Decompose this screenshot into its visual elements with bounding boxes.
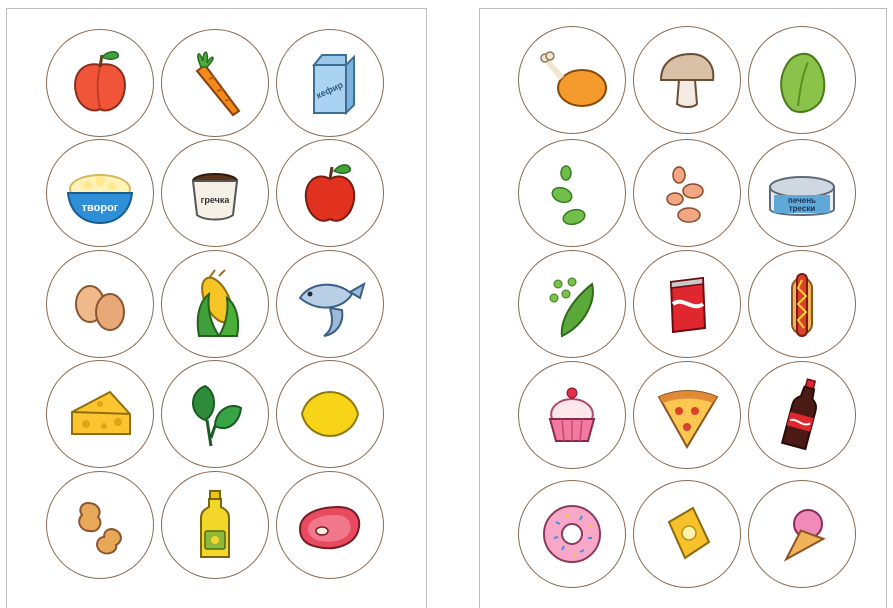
tvorog-bowl-icon [60,153,140,233]
chicken-leg-icon [532,40,612,120]
tvorog-label: творог [81,202,119,214]
apple-icon [290,153,370,233]
card-cupcake[interactable] [518,361,626,469]
card-fish[interactable] [276,250,384,358]
peach-icon [60,43,140,123]
chips-bag-icon [647,494,727,574]
kefir-label: кефир [314,79,345,101]
steak-icon [290,485,370,565]
pea-pod-icon [532,264,612,344]
card-peach[interactable] [46,29,154,137]
mushroom-icon [647,40,727,120]
pizza-slice-icon [647,375,727,455]
spinach-leaf-icon [175,374,255,454]
corn-icon [175,264,255,344]
card-spinach[interactable] [161,360,269,468]
card-tvorog[interactable] [46,139,154,247]
card-grechka[interactable] [161,139,269,247]
oil-bottle-icon [175,485,255,565]
card-corn[interactable] [161,250,269,358]
card-mushroom[interactable] [633,26,741,134]
soda-can-icon [647,264,727,344]
card-soda-bottle[interactable] [748,361,856,469]
card-hotdog[interactable] [748,250,856,358]
card-lettuce[interactable] [748,26,856,134]
card-pizza[interactable] [633,361,741,469]
fish-icon [290,264,370,344]
grechka-label: гречка [200,195,230,205]
card-soda-can[interactable] [633,250,741,358]
card-peanuts[interactable] [46,471,154,579]
card-oil[interactable] [161,471,269,579]
card-beans[interactable] [633,139,741,247]
hotdog-icon [762,264,842,344]
peanut-icon [60,485,140,565]
cheese-icon [60,374,140,454]
card-steak[interactable] [276,471,384,579]
beans-icon [647,153,727,233]
eggs-icon [60,264,140,344]
soda-bottle-icon [762,375,842,455]
card-cheese[interactable] [46,360,154,468]
card-chicken[interactable] [518,26,626,134]
cod-liver-label-line2: трески [788,204,816,213]
card-green-beans[interactable] [518,139,626,247]
card-eggs[interactable] [46,250,154,358]
carrot-icon [175,43,255,123]
kefir-carton-icon [290,43,370,123]
lemon-icon [290,374,370,454]
card-ice-cream[interactable] [748,480,856,588]
tin-can-icon [762,153,842,233]
card-kefir[interactable] [276,29,384,137]
card-donut[interactable] [518,480,626,588]
card-cod-liver[interactable] [748,139,856,247]
card-chips[interactable] [633,480,741,588]
card-carrot[interactable] [161,29,269,137]
grechka-pot-icon [175,153,255,233]
cod-liver-label-line1: печень [788,196,816,205]
card-lemon[interactable] [276,360,384,468]
ice-cream-icon [762,494,842,574]
card-apple[interactable] [276,139,384,247]
green-beans-icon [532,153,612,233]
card-peas[interactable] [518,250,626,358]
donut-icon [532,494,612,574]
cupcake-icon [532,375,612,455]
lettuce-icon [762,40,842,120]
